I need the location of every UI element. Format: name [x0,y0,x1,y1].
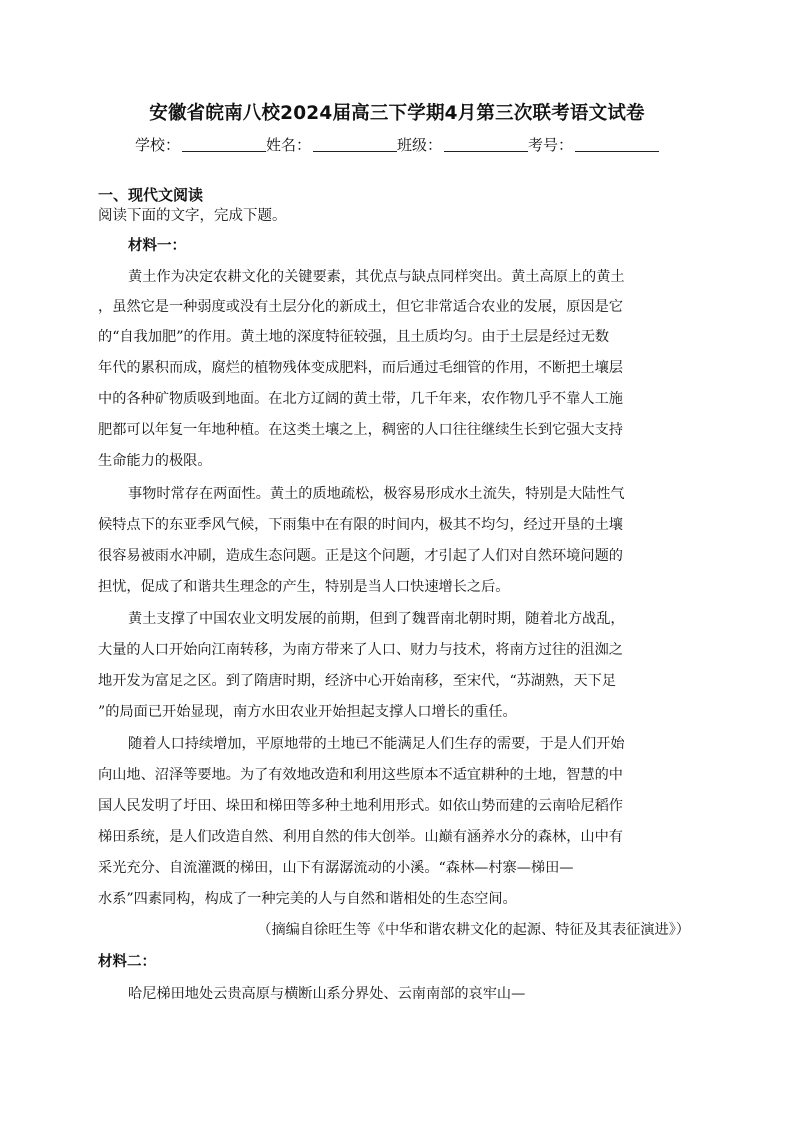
page-title: 安徽省皖南八校2024届高三下学期4月第三次联考语文试卷 [149,103,645,124]
paragraph-line: 水系”四素同构，构成了一种完美的人与自然和谐相处的生态空间。 [98,891,517,907]
paragraph-line: 生命能力的极限。 [98,453,212,469]
school-field [135,134,266,156]
material-1-source: （摘编自徐旺生等《中华和谐农耕文化的起源、特征及其表征演进》） [257,922,690,938]
student-info-row [0,134,794,156]
class-label: 班级： [397,136,443,154]
exam-number-label: 考号： [528,136,574,154]
paragraph-line: 事物时常存在两面性。黄土的质地疏松，极容易形成水土流失，特别是大陆性气 [128,486,625,502]
class-blank [444,136,528,152]
paragraph-line: 肥都可以年复一年地种植。在这类土壤之上，稠密的人口往往继续生长到它强大支持 [98,422,623,438]
section-heading: 一、现代文阅读 [98,186,204,204]
name-blank [313,136,397,152]
paragraph-line: 中的各种矿物质吸到地面。在北方辽阔的黄土带，几千年来，农作物几乎不靠人工施 [98,391,623,407]
material-2-label: 材料二： [98,954,156,970]
exam-number-field [528,134,659,156]
paragraph-line: 梯田系统，是人们改造自然、利用自然的伟大创举。山巅有涵养水分的森林，山中有 [98,829,623,845]
paragraph-line: 年代的累积而成，腐烂的植物残体变成肥料，而后通过毛细管的作用，不断把土壤层 [98,360,623,376]
name-field [266,134,397,156]
paragraph-line: 的“自我加肥”的作用。黄土地的深度特征较强，且土质均匀。由于土层是经过无数 [98,329,610,345]
paragraph-line: 随着人口持续增加，平原地带的土地已不能满足人们生存的需要，于是人们开始 [128,736,625,752]
paragraph-line: 地开发为富足之区。到了隋唐时期，经济中心开始南移，至宋代，“苏湖熟，天下足 [98,673,617,689]
exam-number-blank [575,136,659,152]
paragraph-line: 向山地、沼泽等要地。为了有效地改造和利用这些原本不适宜耕种的土地，智慧的中 [98,767,623,783]
paragraph-line: 担忧，促成了和谐共生理念的产生，特别是当人口快速增长之后。 [98,579,510,595]
school-label: 学校： [134,136,180,154]
class-field [397,134,528,156]
paragraph-line: 黄土作为决定农耕文化的关键要素，其优点与缺点同样突出。黄土高原上的黄土 [128,269,625,285]
instruction-text: 阅读下面的文字，完成下题。 [98,208,287,224]
paragraph-line: 大量的人口开始向江南转移，为南方带来了人口、财力与技术，将南方过往的沮洳之 [98,642,623,658]
paragraph-line: 黄土支撑了中国农业文明发展的前期，但到了魏晋南北朝时期，随着北方战乱， [128,611,625,627]
paragraph-line: ”的局面已开始显现，南方水田农业开始担起支撑人口增长的重任。 [98,704,517,720]
paragraph-line: 很容易被雨水冲刷，造成生态问题。正是这个问题，才引起了人们对自然环境问题的 [98,548,623,564]
material-1-label: 材料一： [128,238,186,254]
school-blank [182,136,266,152]
name-label: 姓名： [265,136,311,154]
paragraph-line: 哈尼梯田地处云贵高原与横断山系分界处、云南南部的哀牢山— [128,986,526,1002]
paragraph-line: ，虽然它是一种弱度或没有土层分化的新成土，但它非常适合农业的发展，原因是它 [98,299,623,315]
paragraph-line: 国人民发明了圩田、垛田和梯田等多种土地利用形式。如依山势而建的云南哈尼稻作 [98,798,623,814]
paragraph-line: 候特点下的东亚季风气候，下雨集中在有限的时间内，极其不均匀，经过开垦的土壤 [98,517,623,533]
paragraph-line: 采光充分、自流灌溉的梯田，山下有潺潺流动的小溪。“森林—村寨—梯田— [98,860,574,876]
